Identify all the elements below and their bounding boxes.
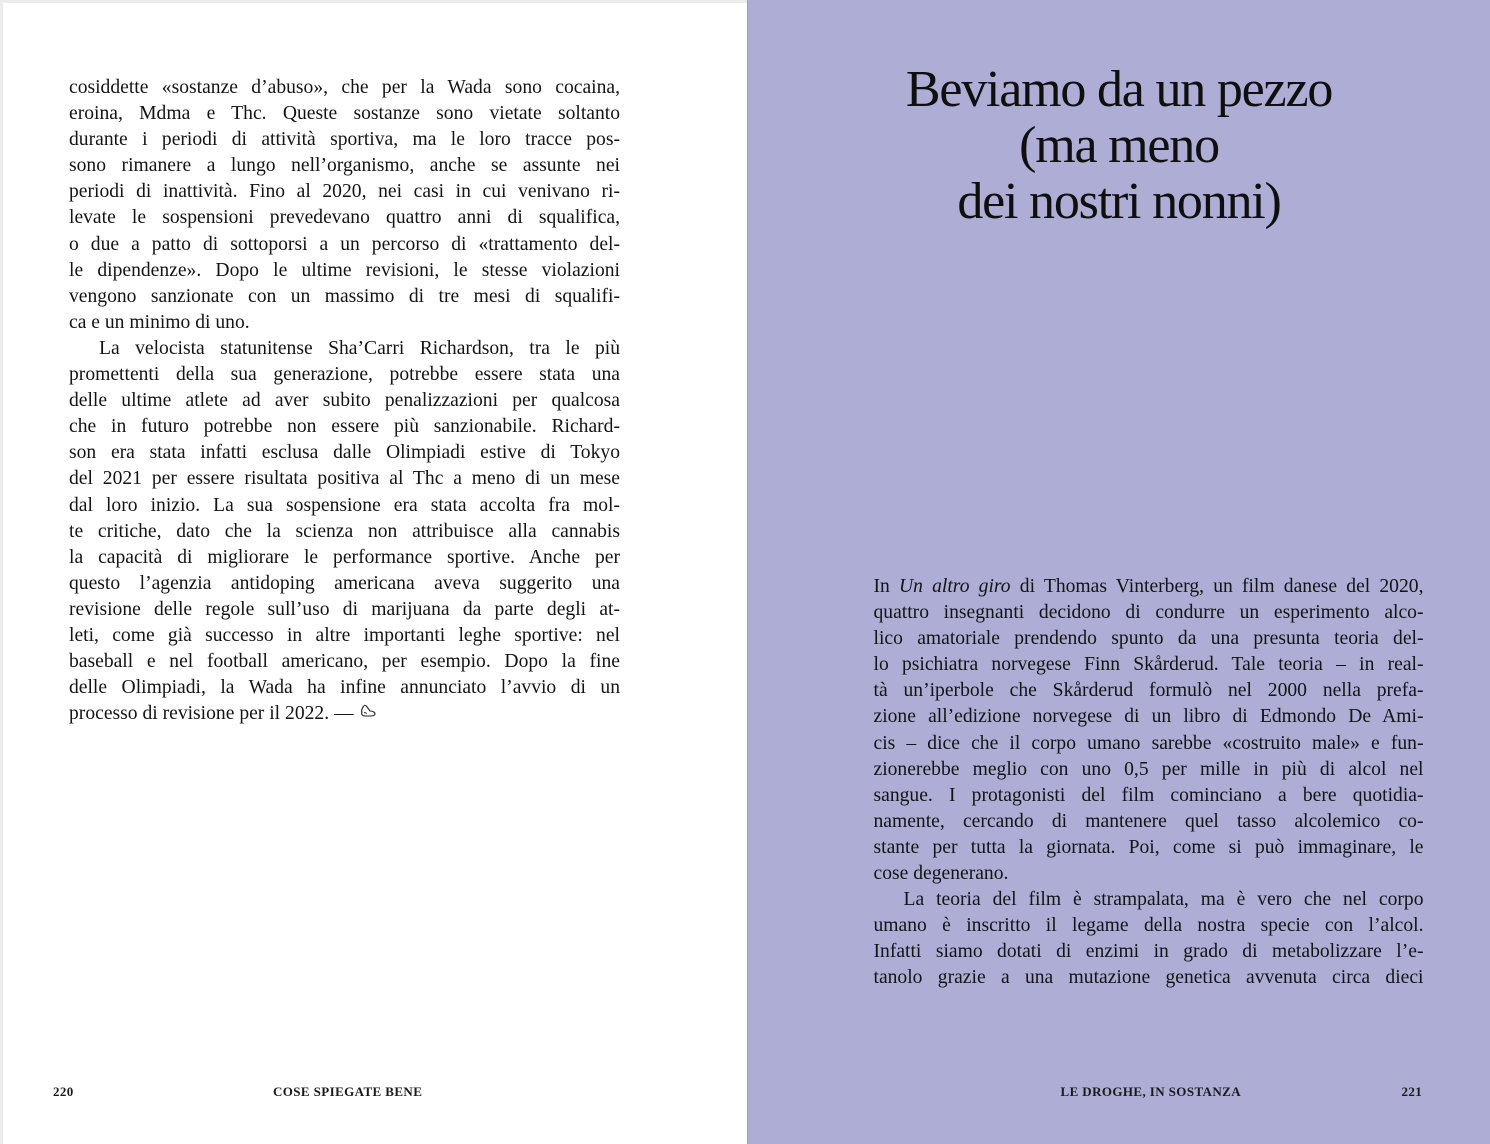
text-line: ca e un minimo di uno. [69,311,250,333]
page-number-left: 220 [53,1084,74,1099]
running-head-right: LE DROGHE, IN SOSTANZA [1060,1084,1241,1099]
page-number-right: 221 [1401,1084,1423,1099]
text-line: quattro insegnanti decidono di condurre un esperimento alco- [873,602,1424,624]
text-line: la capacità di migliorare le performance sportive. Anche per [69,546,620,568]
text-line: lico amatoriale prendendo spunto da una presunta teoria del- [873,628,1424,650]
chapter-title-line: dei nostri nonni) [957,173,1281,230]
text-run: In [873,576,899,597]
running-head-left: COSE SPIEGATE BENE [273,1084,423,1099]
text-line: che in futuro potrebbe non essere più sanzionabile. Richard- [69,416,620,438]
text-line: questo l’agenzia antidoping americana aveva suggerito una [69,572,620,594]
text-line: sono rimanere a lungo nell’organismo, anche se assunte nei [69,155,620,177]
hand-icon [359,702,377,718]
right-page-body [874,574,1424,992]
chapter-title-line: (ma meno [1019,117,1219,174]
text-line: La teoria del film è strampalata, ma è vero che nel corpo [903,889,1424,911]
text-line: durante i periodi di attività sportiva, ma le loro tracce pos- [69,129,620,151]
text-line: periodi di inattività. Fino al 2020, nei casi in cui venivano ri- [69,181,620,203]
paragraph-2 [874,887,1424,991]
text-line: le dipendenze». Dopo le ultime revisioni, le stesse violazioni [69,259,620,281]
text-line: umano è inscritto il legame della nostra specie con l’alcol. [873,915,1424,937]
chapter-title-line: Beviamo da un pezzo [905,61,1333,118]
text-line: son era stata infatti esclusa dalle Olimpiadi estive di Tokyo [69,442,620,464]
text-line: lo psichiatra norvegese Finn Skårderud. Tale teoria – in real- [873,654,1424,676]
text-line: tà un’iperbole che Skårderud formulò nel 2000 nella prefa- [873,680,1424,702]
text-line: leti, come già successo in altre importanti leghe sportive: nel [69,624,620,646]
text-line: delle ultime atlete ad aver subito penalizzazioni per qualcosa [69,390,620,412]
text-line: del 2021 per essere risultata positiva al Thc a meno di un mese [69,468,620,490]
text-line: La velocista statunitense Sha’Carri Richardson, tra le più [99,337,620,359]
text-run: di Thomas Vinterberg, un film danese del 2020, [1010,576,1424,597]
text-line: cose degenerano. [873,863,1009,885]
text-line: sangue. I protagonisti del film cominciano a bere quotidia- [873,784,1424,806]
text-line-final [69,701,620,727]
text-line-first [874,574,1424,600]
text-line: namente, cercando di mantenere quel tasso alcolemico co- [873,810,1424,832]
text-line: delle Olimpiadi, la Wada ha infine annunciato l’avvio di un [69,677,620,699]
text-line: cosiddette «sostanze d’abuso», che per la Wada sono cocaina, [69,77,620,98]
text-line: stante per tutta la giornata. Poi, come si può immaginare, le [873,836,1424,858]
text-line: zione all’edizione norvegese di un libro di Edmondo De Ami- [873,706,1424,728]
final-line-text: processo di revisione per il 2022. — [69,703,354,725]
paragraph-1 [69,75,620,336]
text-line: promettenti della sua generazione, potrebbe essere stata una [69,364,620,386]
text-line: dal loro inizio. La sua sospensione era stata accolta fra mol- [69,494,620,516]
film-title: Un altro giro [899,576,1011,597]
text-line: zionerebbe meglio con uno 0,5 per mille in più di alcol nel [873,758,1424,780]
text-line: cis – dice che il corpo umano sarebbe «costruito male» e fun- [873,732,1424,754]
text-line: levate le sospensioni prevedevano quattro anni di squalifica, [69,207,620,229]
paragraph-1 [874,574,1424,887]
text-line: revisione delle regole sull’uso di marijuana da parte degli at- [69,598,620,620]
text-line: eroina, Mdma e Thc. Queste sostanze sono vietate soltanto [69,103,620,125]
right-page [747,0,1490,1144]
text-line: te critiche, dato che la scienza non attribuisce alla cannabis [69,520,620,542]
text-line: baseball e nel football americano, per esempio. Dopo la fine [69,651,620,673]
left-page-body [69,75,620,727]
text-line: o due a patto di sottoporsi a un percorso di «trattamento del- [69,233,620,255]
text-line: tanolo grazie a una mutazione genetica avvenuta circa dieci [873,967,1424,989]
paragraph-2 [69,336,620,727]
text-line: vengono sanzionate con un massimo di tre mesi di squalifi- [69,285,620,307]
text-line: Infatti siamo dotati di enzimi in grado di metabolizzare l’e- [873,941,1424,963]
